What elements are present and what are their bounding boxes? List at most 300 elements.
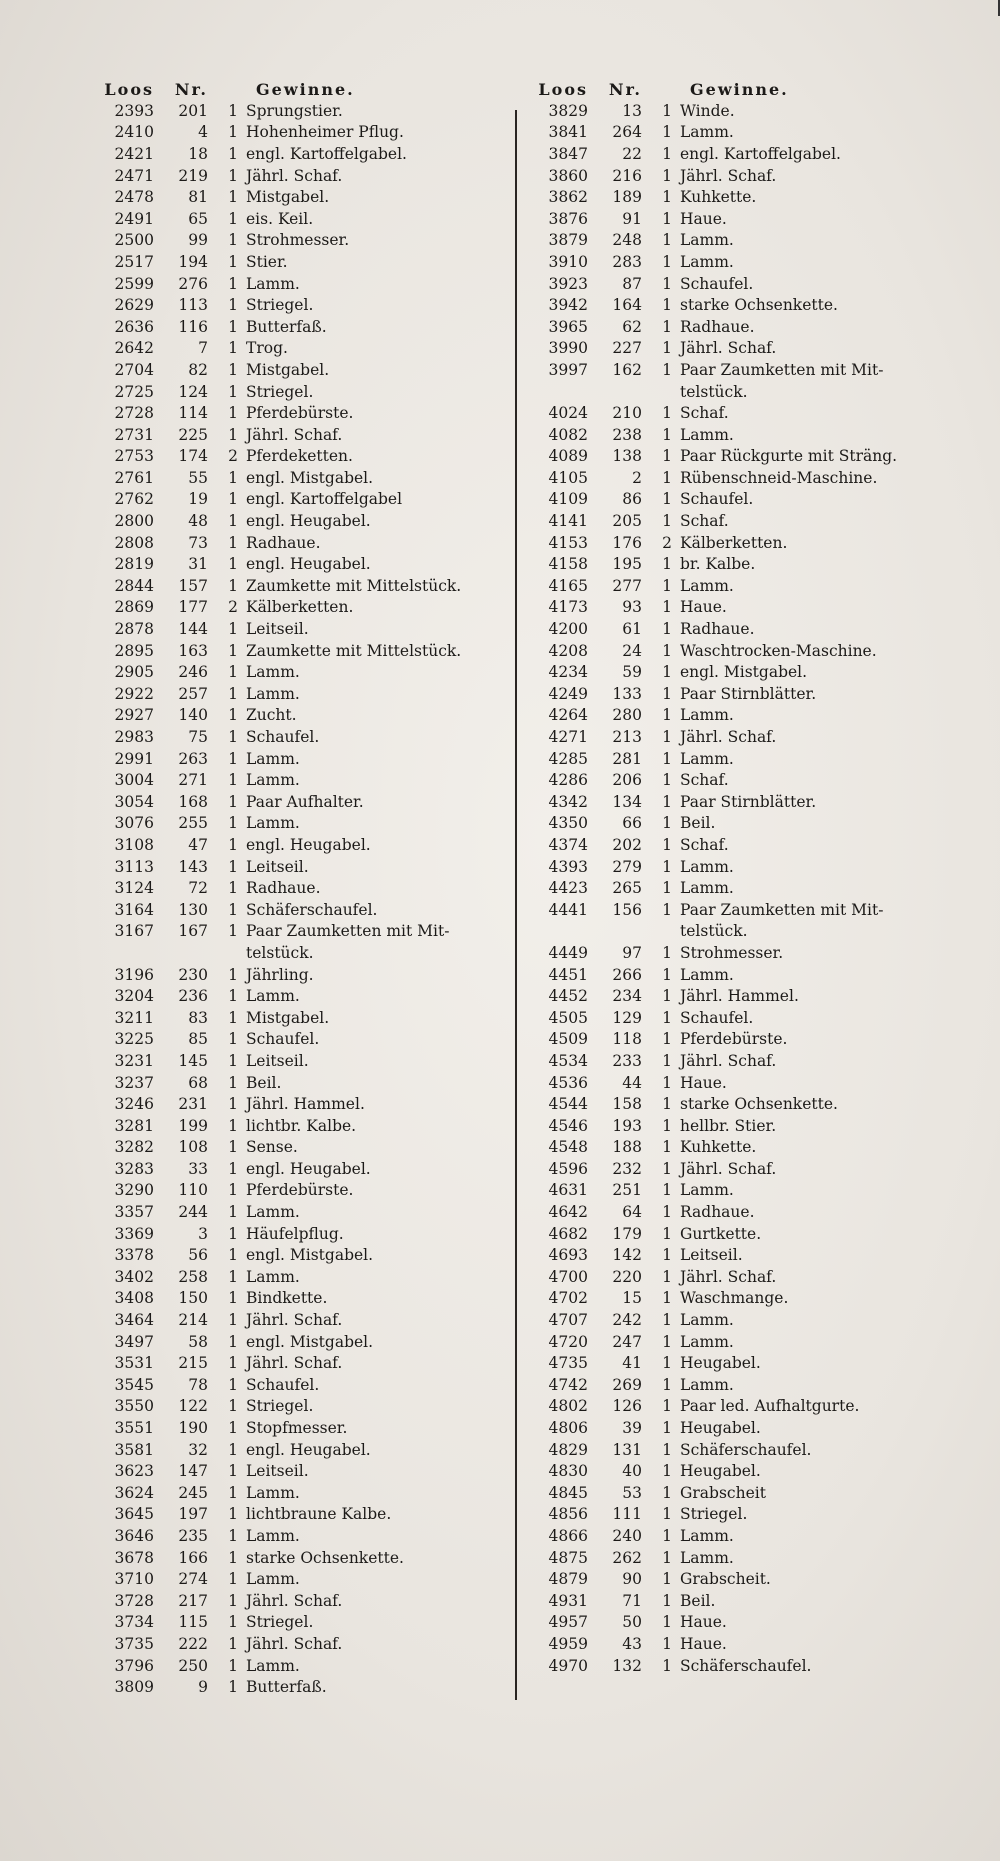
quantity: 1 — [662, 123, 672, 142]
quantity: 1 — [662, 1570, 672, 1589]
prize-number: 277 — [612, 576, 642, 595]
quantity: 1 — [662, 706, 672, 725]
quantity: 1 — [228, 490, 238, 509]
lot-row — [532, 1180, 942, 1202]
quantity: 1 — [662, 987, 672, 1006]
prize-number: 232 — [612, 1159, 642, 1178]
lot-row — [98, 1396, 508, 1418]
prize-number: 210 — [612, 404, 642, 423]
prize-number: 75 — [188, 728, 208, 747]
lot-number: 3624 — [114, 1483, 154, 1502]
prize-name: Beil. — [246, 1073, 282, 1092]
lot-row — [532, 1072, 942, 1094]
prize-name: Schäferschaufel. — [680, 1656, 812, 1675]
prize-number: 246 — [178, 663, 208, 682]
lot-number: 3283 — [114, 1159, 154, 1178]
prize-number: 50 — [622, 1613, 642, 1632]
prize-name: Lamm. — [246, 663, 300, 682]
lot-row — [98, 532, 508, 554]
prize-number: 73 — [188, 533, 208, 552]
quantity: 1 — [228, 857, 238, 876]
lot-row — [98, 1223, 508, 1245]
prize-name: Schaf. — [680, 404, 729, 423]
lot-number: 4707 — [548, 1311, 588, 1330]
prize-name: Lamm. — [246, 814, 300, 833]
quantity: 1 — [662, 1332, 672, 1351]
prize-name: Jährl. Schaf. — [680, 1159, 777, 1178]
lot-number: 2922 — [114, 684, 154, 703]
lot-row — [98, 575, 508, 597]
prize-number: 219 — [178, 166, 208, 185]
lot-row — [532, 186, 942, 208]
prize-number: 238 — [612, 425, 642, 444]
lot-number: 2983 — [114, 728, 154, 747]
header-prize: Gewinne. — [690, 79, 789, 99]
prize-name: Rübenschneid-Maschine. — [680, 468, 878, 487]
lot-row — [532, 1504, 942, 1526]
quantity: 1 — [228, 792, 238, 811]
quantity: 1 — [228, 1267, 238, 1286]
prize-name: Stier. — [246, 252, 288, 271]
prize-number: 62 — [622, 317, 642, 336]
lot-number: 3282 — [114, 1138, 154, 1157]
prize-number: 82 — [188, 360, 208, 379]
lot-row — [98, 769, 508, 791]
quantity: 1 — [228, 1311, 238, 1330]
prize-number: 217 — [178, 1591, 208, 1610]
quantity: 1 — [228, 1419, 238, 1438]
header-loos: Loos — [104, 79, 154, 99]
prize-name: Lamm. — [680, 252, 734, 271]
prize-number: 111 — [612, 1505, 642, 1524]
lot-row — [98, 1460, 508, 1482]
prize-name: Schaufel. — [680, 1008, 754, 1027]
prize-number: 233 — [612, 1051, 642, 1070]
lot-row — [98, 402, 508, 424]
prize-name: engl. Kartoffelgabel. — [680, 144, 841, 163]
lot-number: 3796 — [114, 1656, 154, 1675]
prize-name: Stopfmesser. — [246, 1419, 348, 1438]
lot-row — [98, 942, 508, 964]
prize-number: 231 — [178, 1095, 208, 1114]
prize-name: Lamm. — [680, 749, 734, 768]
prize-name: Jährl. Schaf. — [246, 166, 343, 185]
lot-row — [98, 381, 508, 403]
prize-name: hellbr. Stier. — [680, 1116, 777, 1135]
quantity: 1 — [662, 555, 672, 574]
prize-name: Jährl. Schaf. — [680, 166, 777, 185]
prize-name: telstück. — [680, 382, 748, 401]
prize-name: Heugabel. — [680, 1354, 761, 1373]
lot-number: 3728 — [114, 1591, 154, 1610]
quantity: 1 — [228, 1224, 238, 1243]
prize-number: 71 — [622, 1591, 642, 1610]
quantity: 1 — [228, 339, 238, 358]
quantity: 1 — [228, 1613, 238, 1632]
quantity: 1 — [228, 123, 238, 142]
quantity: 1 — [228, 1116, 238, 1135]
lot-row — [98, 748, 508, 770]
lot-row — [532, 640, 942, 662]
lot-row — [98, 1547, 508, 1569]
prize-name: Haue. — [680, 1073, 727, 1092]
prize-name: Radhaue. — [246, 879, 321, 898]
lot-number: 3876 — [548, 209, 588, 228]
quantity: 1 — [662, 1613, 672, 1632]
lot-row — [98, 834, 508, 856]
prize-name: Hohenheimer Pflug. — [246, 123, 404, 142]
lot-number: 4285 — [548, 749, 588, 768]
lot-number: 3408 — [114, 1289, 154, 1308]
prize-name: Leitseil. — [246, 857, 309, 876]
prize-name: Mistgabel. — [246, 188, 330, 207]
quantity: 1 — [228, 1354, 238, 1373]
lot-row — [532, 122, 942, 144]
lot-row — [532, 985, 942, 1007]
lot-number: 3645 — [114, 1505, 154, 1524]
lot-number: 4271 — [548, 728, 588, 747]
quantity: 1 — [228, 965, 238, 984]
lot-row — [98, 640, 508, 662]
lot-number: 4082 — [548, 425, 588, 444]
lot-row — [532, 446, 942, 468]
lot-number: 2421 — [114, 144, 154, 163]
lot-number: 3910 — [548, 252, 588, 271]
quantity: 1 — [662, 1073, 672, 1092]
prize-name: Schaf. — [680, 835, 729, 854]
prize-name: Jährling. — [246, 965, 314, 984]
lot-row — [532, 1093, 942, 1115]
lot-row — [98, 726, 508, 748]
lot-number: 4693 — [548, 1246, 588, 1265]
prize-name: Bindkette. — [246, 1289, 328, 1308]
prize-name: engl. Heugabel. — [246, 512, 371, 531]
quantity: 1 — [228, 404, 238, 423]
quantity: 1 — [228, 533, 238, 552]
prize-name: Lamm. — [680, 1375, 734, 1394]
prize-number: 216 — [612, 166, 642, 185]
prize-number: 39 — [622, 1419, 642, 1438]
quantity: 1 — [228, 620, 238, 639]
lot-number: 4374 — [548, 835, 588, 854]
lot-number: 3581 — [114, 1440, 154, 1459]
prize-name: Lamm. — [680, 1181, 734, 1200]
prize-number: 263 — [178, 749, 208, 768]
lot-row — [98, 294, 508, 316]
lot-number: 2478 — [114, 188, 154, 207]
lot-row — [98, 273, 508, 295]
quantity: 1 — [228, 835, 238, 854]
prize-number: 24 — [622, 641, 642, 660]
lot-row — [98, 467, 508, 489]
prize-number: 234 — [612, 987, 642, 1006]
prize-number: 126 — [612, 1397, 642, 1416]
prize-number: 193 — [612, 1116, 642, 1135]
prize-number: 255 — [178, 814, 208, 833]
lot-row — [532, 813, 942, 835]
prize-number: 110 — [178, 1181, 208, 1200]
lot-number: 2808 — [114, 533, 154, 552]
prize-name: Kälberketten. — [246, 598, 354, 617]
prize-number: 202 — [612, 835, 642, 854]
prize-number: 134 — [612, 792, 642, 811]
lot-number: 4534 — [548, 1051, 588, 1070]
quantity: 1 — [662, 1483, 672, 1502]
prize-name: Leitseil. — [246, 1051, 309, 1070]
prize-number: 87 — [622, 274, 642, 293]
prize-name: Lamm. — [680, 1526, 734, 1545]
quantity: 1 — [662, 1159, 672, 1178]
prize-name: Leitseil. — [246, 1462, 309, 1481]
lot-number: 3113 — [114, 857, 154, 876]
prize-name: Kälberketten. — [680, 533, 788, 552]
lot-number: 3923 — [548, 274, 588, 293]
quantity: 1 — [662, 447, 672, 466]
quantity: 1 — [662, 1634, 672, 1653]
lot-row — [98, 1655, 508, 1677]
quantity: 1 — [228, 360, 238, 379]
quantity: 1 — [662, 1051, 672, 1070]
prize-name: engl. Mistgabel. — [680, 663, 808, 682]
prize-number: 19 — [188, 490, 208, 509]
prize-name: Haue. — [680, 209, 727, 228]
prize-name: Lamm. — [246, 771, 300, 790]
prize-number: 58 — [188, 1332, 208, 1351]
prize-name: Schaf. — [680, 512, 729, 531]
quantity: 1 — [228, 1203, 238, 1222]
quantity: 1 — [228, 1051, 238, 1070]
lot-number: 3734 — [114, 1613, 154, 1632]
lot-row — [532, 1633, 942, 1655]
prize-number: 47 — [188, 835, 208, 854]
prize-number: 13 — [622, 101, 642, 120]
prize-name: Schaufel. — [246, 1030, 320, 1049]
lot-number: 2517 — [114, 252, 154, 271]
quantity: 1 — [662, 360, 672, 379]
lot-row — [98, 1504, 508, 1526]
lot-number: 4286 — [548, 771, 588, 790]
lot-number: 4536 — [548, 1073, 588, 1092]
lot-number: 3860 — [548, 166, 588, 185]
prize-number: 236 — [178, 987, 208, 1006]
lot-row — [532, 1482, 942, 1504]
prize-name: Jährl. Hammel. — [246, 1095, 365, 1114]
prize-name: Jährl. Hammel. — [680, 987, 799, 1006]
prize-name: Zaumkette mit Mittelstück. — [246, 576, 462, 595]
prize-number: 64 — [622, 1203, 642, 1222]
lot-number: 4631 — [548, 1181, 588, 1200]
lot-number: 4441 — [548, 900, 588, 919]
prize-name: engl. Heugabel. — [246, 1440, 371, 1459]
prize-number: 9 — [198, 1678, 208, 1697]
prize-number: 15 — [622, 1289, 642, 1308]
quantity: 1 — [228, 1483, 238, 1502]
quantity: 1 — [228, 728, 238, 747]
prize-number: 194 — [178, 252, 208, 271]
quantity: 1 — [662, 339, 672, 358]
lot-number: 3646 — [114, 1526, 154, 1545]
prize-number: 145 — [178, 1051, 208, 1070]
lot-number: 4173 — [548, 598, 588, 617]
lot-row — [532, 510, 942, 532]
lot-number: 4682 — [548, 1224, 588, 1243]
prize-name: Winde. — [680, 101, 735, 120]
quantity: 1 — [228, 101, 238, 120]
lot-number: 2761 — [114, 468, 154, 487]
prize-number: 188 — [612, 1138, 642, 1157]
lot-number: 4505 — [548, 1008, 588, 1027]
prize-number: 279 — [612, 857, 642, 876]
quantity: 1 — [662, 1203, 672, 1222]
prize-name: Radhaue. — [680, 1203, 755, 1222]
lot-number: 2927 — [114, 706, 154, 725]
lot-row — [98, 1093, 508, 1115]
lot-row — [98, 1439, 508, 1461]
prize-name: Leitseil. — [246, 620, 309, 639]
prize-number: 258 — [178, 1267, 208, 1286]
quantity: 1 — [228, 188, 238, 207]
prize-name: Butterfaß. — [246, 1678, 327, 1697]
quantity: 1 — [228, 209, 238, 228]
lot-row — [532, 726, 942, 748]
lot-number: 3497 — [114, 1332, 154, 1351]
lot-row — [532, 165, 942, 187]
lot-row — [532, 273, 942, 295]
quantity: 1 — [228, 1678, 238, 1697]
lot-row — [532, 1525, 942, 1547]
quantity: 1 — [662, 317, 672, 336]
prize-number: 257 — [178, 684, 208, 703]
prize-name: engl. Heugabel. — [246, 555, 371, 574]
lot-row — [98, 338, 508, 360]
lot-row — [532, 489, 942, 511]
prize-number: 225 — [178, 425, 208, 444]
quantity: 1 — [662, 749, 672, 768]
prize-name: Radhaue. — [680, 317, 755, 336]
lot-row — [98, 683, 508, 705]
lot-row — [532, 1158, 942, 1180]
lot-row — [532, 618, 942, 640]
lot-number: 4957 — [548, 1613, 588, 1632]
prize-number: 205 — [612, 512, 642, 531]
prize-number: 108 — [178, 1138, 208, 1157]
prize-number: 195 — [612, 555, 642, 574]
prize-name: Jährl. Schaf. — [680, 1267, 777, 1286]
lot-row — [532, 100, 942, 122]
lot-row — [98, 122, 508, 144]
prize-number: 93 — [622, 598, 642, 617]
quantity: 1 — [662, 1505, 672, 1524]
lot-number: 2819 — [114, 555, 154, 574]
quantity: 1 — [662, 1267, 672, 1286]
prize-number: 59 — [622, 663, 642, 682]
prize-name: Lamm. — [246, 749, 300, 768]
prize-number: 162 — [612, 360, 642, 379]
quantity: 1 — [228, 1073, 238, 1092]
lot-number: 4234 — [548, 663, 588, 682]
prize-number: 65 — [188, 209, 208, 228]
prize-name: Mistgabel. — [246, 1008, 330, 1027]
lot-row — [532, 553, 942, 575]
lot-number: 4452 — [548, 987, 588, 1006]
lot-row — [532, 1201, 942, 1223]
lot-number: 3879 — [548, 231, 588, 250]
lot-number: 3369 — [114, 1224, 154, 1243]
lot-number: 2491 — [114, 209, 154, 228]
lot-row — [98, 251, 508, 273]
lot-number: 4342 — [548, 792, 588, 811]
lot-row — [98, 1266, 508, 1288]
quantity: 1 — [662, 252, 672, 271]
prize-number: 179 — [612, 1224, 642, 1243]
lot-row — [98, 359, 508, 381]
quantity: 1 — [228, 576, 238, 595]
quantity: 1 — [228, 1570, 238, 1589]
prize-number: 68 — [188, 1073, 208, 1092]
lot-row — [532, 1547, 942, 1569]
lot-number: 2895 — [114, 641, 154, 660]
quantity: 1 — [228, 1526, 238, 1545]
lot-row — [532, 661, 942, 683]
lot-row — [532, 1309, 942, 1331]
lot-number: 4720 — [548, 1332, 588, 1351]
prize-number: 274 — [178, 1570, 208, 1589]
lot-number: 2844 — [114, 576, 154, 595]
prize-number: 220 — [612, 1267, 642, 1286]
prize-number: 269 — [612, 1375, 642, 1394]
prize-name: Grabscheit. — [680, 1570, 771, 1589]
prize-number: 174 — [178, 447, 208, 466]
prize-name: Lamm. — [246, 1203, 300, 1222]
lot-row — [532, 899, 942, 921]
prize-name: Lamm. — [680, 1311, 734, 1330]
lot-row — [532, 1244, 942, 1266]
quantity: 1 — [228, 1634, 238, 1653]
lot-row — [532, 143, 942, 165]
quantity: 1 — [662, 900, 672, 919]
quantity: 1 — [228, 1440, 238, 1459]
prize-name: Jährl. Schaf. — [246, 1591, 343, 1610]
prize-name: Trog. — [246, 339, 288, 358]
quantity: 1 — [662, 965, 672, 984]
lot-number: 2599 — [114, 274, 154, 293]
lot-number: 3710 — [114, 1570, 154, 1589]
lot-row — [532, 338, 942, 360]
prize-number: 32 — [188, 1440, 208, 1459]
lot-row — [98, 1007, 508, 1029]
quantity: 1 — [228, 1289, 238, 1308]
prize-number: 40 — [622, 1462, 642, 1481]
prize-name: lichtbraune Kalbe. — [246, 1505, 392, 1524]
quantity: 1 — [662, 188, 672, 207]
lot-number: 2471 — [114, 166, 154, 185]
prize-name: starke Ochsenkette. — [680, 1095, 838, 1114]
prize-number: 41 — [622, 1354, 642, 1373]
prize-number: 22 — [622, 144, 642, 163]
lot-number: 2725 — [114, 382, 154, 401]
lot-row — [532, 359, 942, 381]
prize-number: 129 — [612, 1008, 642, 1027]
lot-row — [532, 1050, 942, 1072]
lot-row — [98, 813, 508, 835]
lot-row — [98, 165, 508, 187]
lot-row — [98, 143, 508, 165]
lot-number: 3378 — [114, 1246, 154, 1265]
prize-number: 90 — [622, 1570, 642, 1589]
lot-number: 3735 — [114, 1634, 154, 1653]
quantity: 1 — [662, 1548, 672, 1567]
prize-number: 2 — [632, 468, 642, 487]
